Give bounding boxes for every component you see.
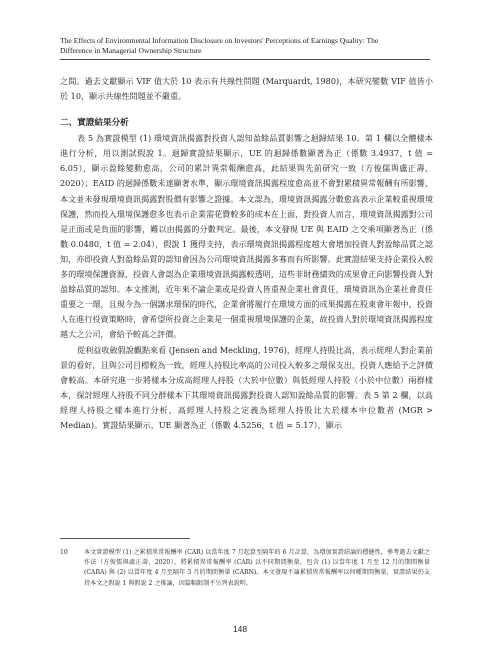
footnote (60, 548, 430, 589)
footnote-divider (60, 538, 190, 539)
running-header-line-2: Difference in Managerial Ownership Structure (60, 46, 202, 55)
main-text (60, 74, 433, 433)
paragraph-continuation: 之間。過去文獻顯示 VIF 值大於 10 表示有共線性問題 (Marquardt, 1980)，本研究變數 VIF 值皆小於 10，顯示共線性問題並不嚴重。 (60, 76, 433, 102)
page-number: 148 (233, 624, 247, 634)
section-title: 二、實證結果分析 (60, 118, 129, 129)
running-header-line-1: The Effects of Environmental Information Disclosure on Investors' Perceptions of Earnings Quality: The (60, 36, 379, 45)
footnote-text: 本文實證模型 (1) 之累積異常報酬率 (CAR) 以當年度 7 月起算至隔年的 6 月計算，為增加實證結論的穩健性，參考過去文獻之作法（方俊儒與盧正壽，2020），將累積異常報酬率 (CAR) 以不同期間衡量，包含 (1) 以當年度 1 月至 12 月的期間衡量 (CARA) 與 (2) 以當年度 4 月至隔年 3 月的期間衡量 (CARN)。本文發現不論累積異常報酬率以何種期間衡量，實證結果仍支持本文之假說 1 與假說 2 之推論，因篇幅限制不另列表說明。 (84, 549, 430, 587)
footnote-number: 10 (60, 549, 68, 556)
running-header (60, 36, 440, 56)
paragraph-managerial-ownership: 從利益收斂假說觀點來看 (Jensen and Meckling, 1976)，經理人持股比高，表示經理人對企業前景的看好，且與公司目標較為一致，經理人持股比率高的公司投入較多之環保支出，投資人應給予之評價會較高。本研究進一步將樣本分成高經理人持股（大於中位數）與低經理人持股（小於中位數）兩群樣本，探討經理人持股不同分群樣本下其環境資訊揭露對投資人認知盈餘品質的影響。表 5 第 2 欄，以高經理人持股之樣本進行分析，高經理人持股之定義為經理人持股比大於樣本中位數者 (MGR > Median)。實證結果顯示，UE 顯著為正（係數 4.5256，t 值 = 5.17），顯示 (60, 344, 433, 430)
header-divider (60, 59, 430, 60)
paragraph-regression-results: 表 5 為實證模型 (1) 環境資訊揭露對投資人認知盈餘品質影響之迴歸結果 10。第 1 欄以全體樣本進行分析，用以測試假說 1。迴歸實證結果顯示，UE 的迴歸係數顯著為正（係數 3.4937，t 值 = 6.05），顯示盈餘變動愈高，公司的累計異常報酬愈高，此結果與先前研究一致（方俊儒與盧正壽，2020）；EAID 的迴歸係數未達顯著水準，顯示環境資訊揭露程度愈高並不會對累積異常報酬有所影響，本文並未發現環境資訊揭露對股價有影響之證據。本文認為，環境資訊揭露分數愈高表示企業較重視環境保護，然而投入環境保護愈多也表示企業需花費較多的成本在上面，對投資人而言，環境資訊揭露對公司是正面或是負面的影響，難以由揭露的分數判定。最後，本文發現 UE 與 EAID 之交乘項顯著為正（係數 0.0480，t 值 = 2.04），假說 1 獲得支持，表示環境資訊揭露程度越大會增加投資人對盈餘品質之認知，亦即投資人對盈餘品質的認知會因為公司環境資訊揭露多寡而有所影響。此實證結果支持企業投入較多的環境保護資源，投資人會認為企業環境資訊揭露較透明，這些非財務績效的成果會正向影響投資人對盈餘品質的認知。本文推測，近年來不論企業或是投資人皆重視企業社會責任，環境資訊為企業社會責任重要之一環，且現今為一個講求環保的時代，企業會將履行在環境方面的成果揭露在股東會年報中，投資人在進行投資策略時，會希望所投資之企業是一個重視環境保護的企業，故投資人對於環境資訊揭露程度越大之公司，會給予較高之評價。 (60, 133, 433, 340)
